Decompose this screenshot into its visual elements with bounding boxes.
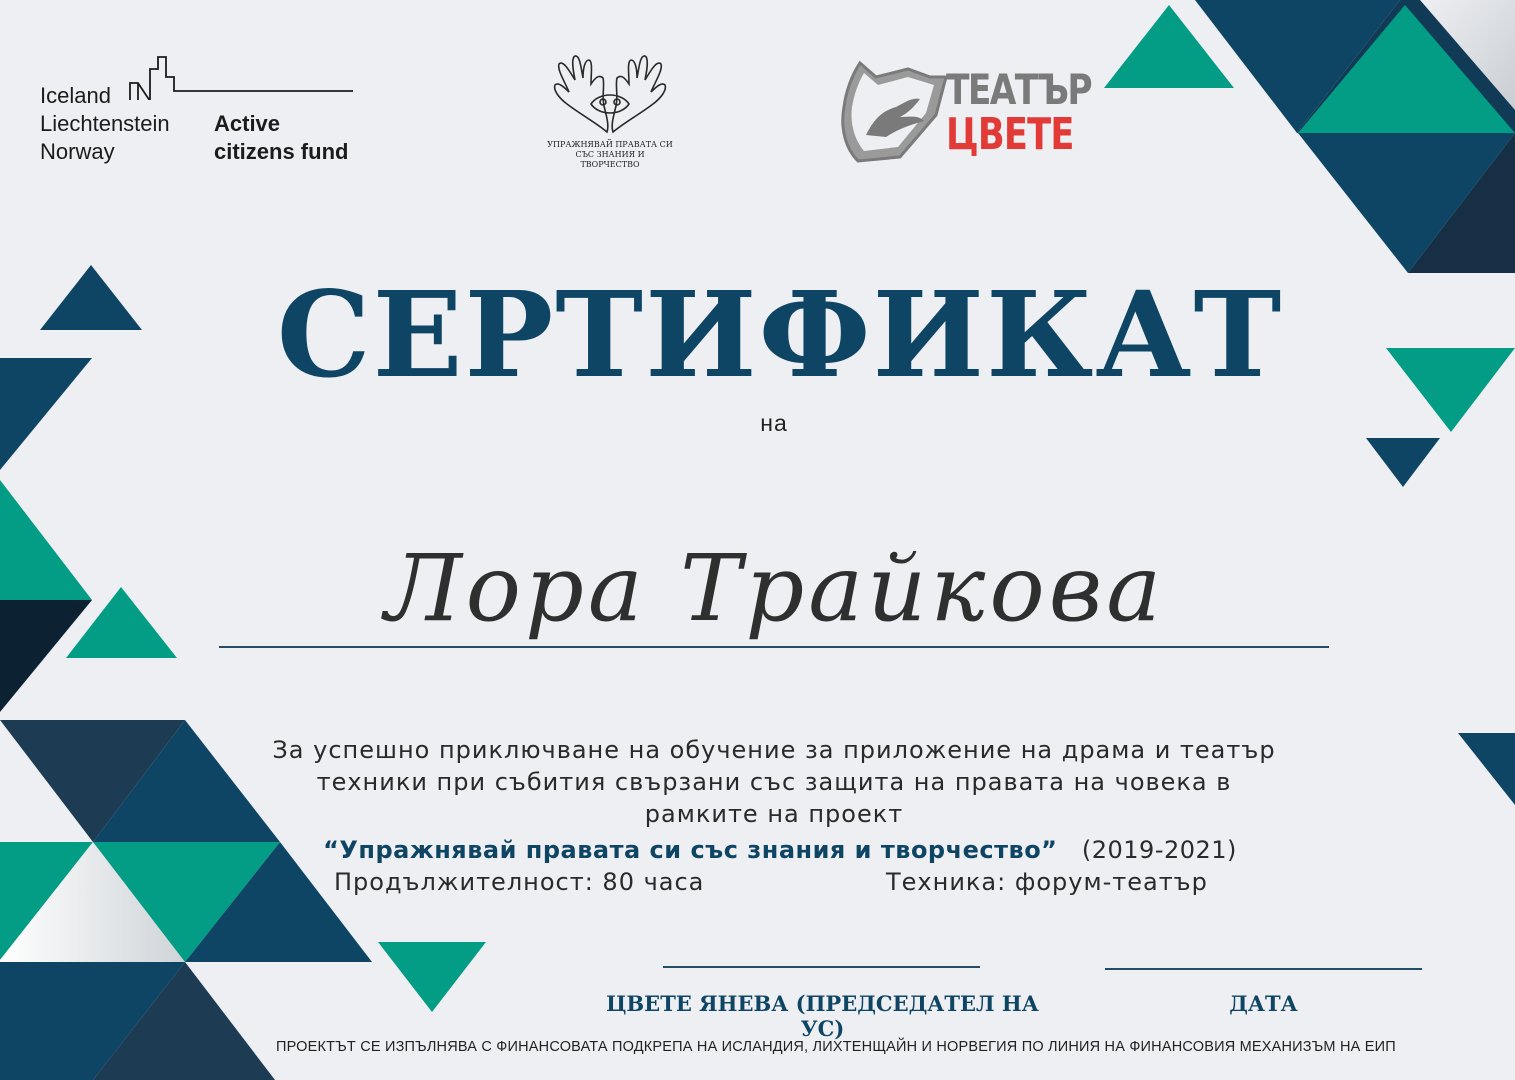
triangle-shape	[0, 480, 92, 600]
body-line: техники при събития свързани със защита на правата на човека в	[316, 768, 1232, 796]
date-label: ДАТА	[1229, 991, 1298, 1016]
project-years: (2019-2021)	[1081, 836, 1237, 864]
logo-text-country: Iceland	[40, 83, 111, 108]
triangle-shape	[378, 942, 486, 1012]
project-name: “Упражнявай правата си със знания и творчество”	[323, 836, 1058, 864]
duration-text: Продължителност: 80 часа	[334, 868, 705, 896]
dove-hand-icon	[838, 55, 948, 167]
theatre-logo-text: ЦВЕТЕ	[946, 109, 1074, 160]
project-logo	[545, 52, 675, 167]
hands-icon	[545, 52, 675, 142]
certificate-title: СЕРТИФИКАТ	[276, 265, 1284, 404]
date-line	[1105, 968, 1422, 970]
signatory-name: ЦВЕТЕ ЯНЕВА (ПРЕДСЕДАТЕЛ НА УС)	[606, 991, 1039, 1041]
recipient-name: Лора Трайкова	[384, 535, 1166, 642]
funding-footer: ПРОЕКТЪТ СЕ ИЗПЪЛНЯВА С ФИНАНСОВАТА ПОДКРЕПА НА ИСЛАНДИЯ, ЛИХТЕНЩАЙН И НОРВЕГИЯ ПО ЛИНИЯ НА ФИНАНСОВИЯ МЕХАНИЗЪМ НА ЕИП	[276, 1039, 1396, 1055]
theatre-logo	[838, 55, 1091, 170]
logo-text-fund: citizens fund	[214, 139, 349, 164]
certificate-of-label: на	[760, 410, 788, 436]
project-line	[150, 834, 1410, 866]
triangle-shape	[1458, 733, 1515, 805]
body-line: рамките на проект	[644, 800, 904, 828]
recipient-underline	[219, 646, 1329, 648]
project-logo-caption: СЪС ЗНАНИЯ И ТВОРЧЕСТВО	[575, 150, 645, 169]
technique-text: Техника: форум-театър	[886, 868, 1208, 896]
logo-text-fund: Active	[214, 111, 281, 136]
eea-grants-logo	[40, 55, 360, 175]
logo-text-country: Norway	[40, 139, 115, 164]
project-logo-caption: УПРАЖНЯВАЙ ПРАВАТА СИ	[547, 140, 673, 149]
logo-text-country: Liechtenstein	[40, 111, 170, 136]
certificate-body	[180, 734, 1368, 830]
theatre-logo-text: ТЕАТЪР	[946, 65, 1091, 114]
signature-line	[663, 966, 980, 968]
buildings-icon	[128, 55, 353, 100]
triangle-shape	[1366, 438, 1440, 487]
body-line: За успешно приключване на обучение за приложение на драма и театър	[272, 736, 1276, 764]
